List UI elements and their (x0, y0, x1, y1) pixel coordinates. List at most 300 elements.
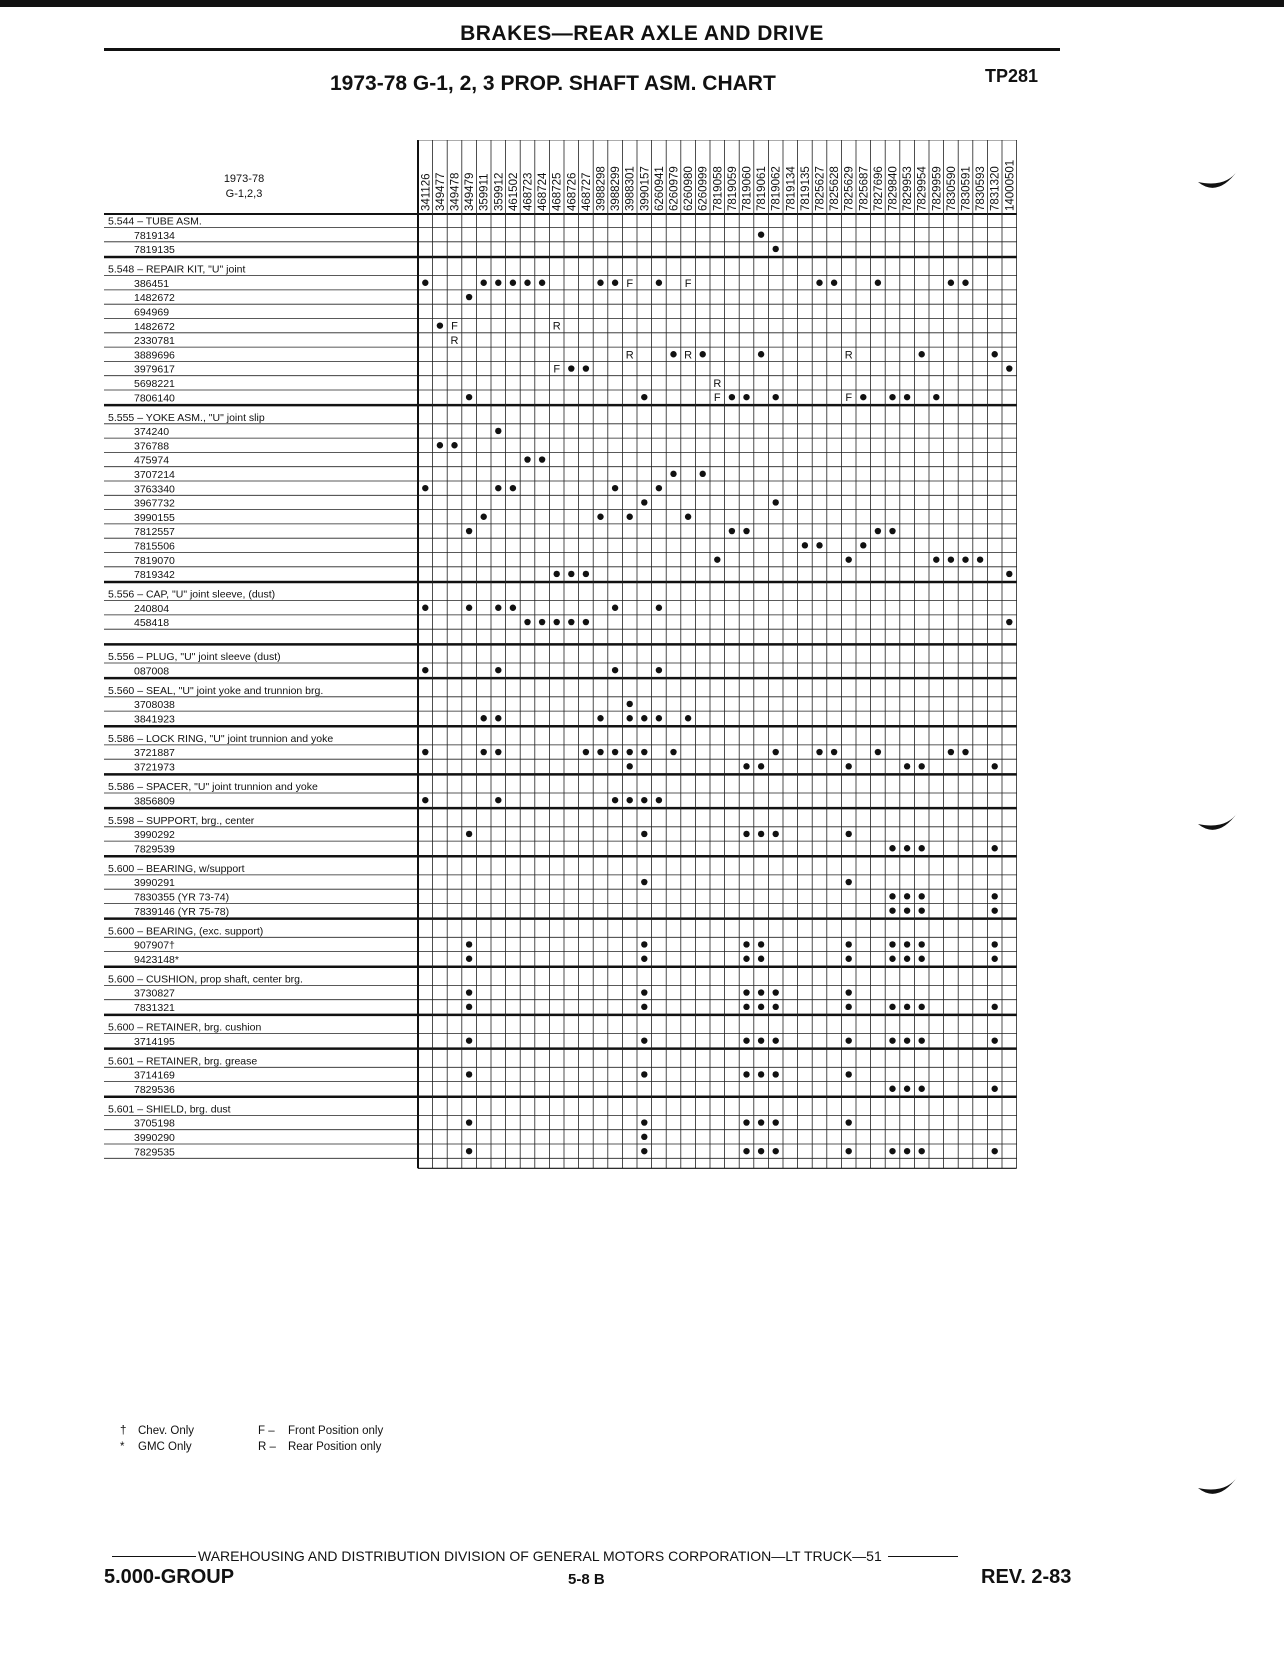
fitment-dot (846, 1037, 852, 1043)
footer-dash-right (888, 1556, 958, 1557)
corner-year-label: 1973-78 (223, 173, 265, 185)
fitment-dot (904, 1004, 910, 1010)
fitment-dot (495, 485, 501, 491)
position-code: F (713, 392, 721, 405)
fitment-dot (846, 941, 852, 947)
column-header: 7825687 (858, 166, 871, 211)
fitment-dot (919, 1037, 925, 1043)
fitment-dot (641, 749, 647, 755)
column-header: 359912 (493, 172, 506, 211)
section-header: 5.548 – REPAIR KIT, "U" joint (108, 263, 246, 276)
fitment-dot (656, 605, 662, 611)
column-header: 7819060 (741, 166, 754, 211)
part-number: 7831321 (134, 1002, 175, 1014)
fitment-dot (743, 989, 749, 995)
fitment-dot (773, 749, 779, 755)
fitment-dot (846, 879, 852, 885)
column-header: 468725 (551, 172, 564, 211)
fitment-dot (466, 528, 472, 534)
fitment-dot (437, 322, 443, 328)
fitment-dot (977, 556, 983, 562)
fitment-dot (495, 605, 501, 611)
fitment-dot (627, 797, 633, 803)
part-number: 475974 (134, 454, 170, 467)
fitment-dot (904, 763, 910, 769)
footer-revision: REV. 2-83 (981, 1566, 1072, 1588)
fitment-dot (831, 749, 837, 755)
fitment-dot (597, 514, 603, 520)
legend (120, 1423, 383, 1455)
fitment-dot (904, 941, 910, 947)
fitment-dot (495, 715, 501, 721)
fitment-dot (773, 246, 779, 252)
fitment-dot (992, 941, 998, 947)
section-header: 5.601 – SHIELD, brg. dust (108, 1103, 231, 1116)
fitment-dot (627, 763, 633, 769)
fitment-dot (729, 394, 735, 400)
part-number: 7830355 (YR 73-74) (134, 891, 230, 904)
column-header: 468724 (537, 172, 550, 211)
part-number: 9423148* (134, 953, 179, 966)
fitment-dot (729, 528, 735, 534)
fitment-dot (524, 619, 530, 625)
fitment-dot (641, 1119, 647, 1125)
fitment-dot (700, 471, 706, 477)
column-header: 7829953 (902, 166, 915, 211)
legend-gmc-symbol: * (120, 1441, 125, 1453)
fitment-dot (685, 514, 691, 520)
fitment-dot (422, 797, 428, 803)
fitment-dot (481, 715, 487, 721)
column-header: 7825629 (843, 166, 856, 211)
column-header: 6260999 (697, 166, 710, 211)
fitment-dot (641, 1037, 647, 1043)
fitment-dot (641, 989, 647, 995)
column-header: 6260979 (668, 166, 681, 211)
part-number: 386451 (134, 277, 170, 290)
fitment-dot (481, 280, 487, 286)
fitment-dot (641, 1148, 647, 1154)
fitment-dot (889, 893, 895, 899)
part-number: 3721887 (134, 747, 175, 760)
fitment-dot (758, 1071, 764, 1077)
fitment-dot (992, 1037, 998, 1043)
fitment-dot (1006, 571, 1012, 577)
column-header: 3988298 (595, 166, 608, 211)
part-number: 7829536 (134, 1083, 175, 1096)
fitment-dot (773, 1148, 779, 1154)
position-code: F (451, 320, 458, 333)
legend-chev-text: Chev. Only (138, 1425, 195, 1437)
fitment-dot (656, 667, 662, 673)
part-number: 3730827 (134, 987, 175, 1000)
fitment-dot (627, 715, 633, 721)
fitment-dot (466, 1071, 472, 1077)
fitment-dot (743, 956, 749, 962)
fitment-dot (904, 1148, 910, 1154)
fitment-dot (612, 749, 618, 755)
fitment-dot (846, 989, 852, 995)
fitment-dot (568, 365, 574, 371)
fitment-dot (466, 831, 472, 837)
legend-front-text: Front Position only (288, 1425, 384, 1437)
fitment-dot (656, 715, 662, 721)
legend-chev-symbol: † (120, 1425, 127, 1437)
legend-rear-text: Rear Position only (288, 1441, 382, 1453)
fitment-dot (875, 528, 881, 534)
position-code: R (625, 349, 634, 362)
part-number: 7839146 (YR 75-78) (134, 905, 230, 918)
fitment-dot (773, 1004, 779, 1010)
fitment-dot (904, 893, 910, 899)
section-header: 5.556 – CAP, "U" joint sleeve, (dust) (108, 588, 276, 601)
fitment-dot (422, 749, 428, 755)
fitment-dot (597, 280, 603, 286)
column-header: 7819134 (785, 166, 798, 211)
fitment-dot (889, 845, 895, 851)
fitment-dot (641, 499, 647, 505)
part-number: 3721973 (134, 761, 175, 774)
fitment-dot (597, 749, 603, 755)
fitment-dot (451, 442, 457, 448)
column-header: 7825628 (829, 166, 842, 211)
section-header: 5.601 – RETAINER, brg. grease (108, 1055, 258, 1068)
column-header: 7829959 (931, 166, 944, 211)
fitment-dot (889, 1004, 895, 1010)
position-code: F (553, 363, 561, 376)
fitment-dot (889, 528, 895, 534)
fitment-dot (597, 715, 603, 721)
column-header: 7829954 (916, 166, 929, 211)
part-number: 374240 (134, 426, 170, 439)
fitment-dot (743, 1148, 749, 1154)
fitment-dot (773, 394, 779, 400)
position-code: R (844, 349, 853, 362)
column-header: 3988299 (610, 166, 623, 211)
fitment-dot (743, 941, 749, 947)
section-header: 5.544 – TUBE ASM. (108, 215, 202, 228)
fitment-dot (495, 667, 501, 673)
fitment-dot (904, 1037, 910, 1043)
fitment-dot (889, 394, 895, 400)
top-border (0, 0, 1284, 7)
fitment-dot (481, 749, 487, 755)
fitment-dot (992, 845, 998, 851)
binder-clip-icon (1196, 1474, 1240, 1500)
part-number: 3979617 (134, 363, 175, 376)
column-header: 461502 (507, 172, 520, 211)
fitment-dot (758, 831, 764, 837)
fitment-dot (962, 556, 968, 562)
part-number: 3841923 (134, 713, 175, 726)
parts-chart-grid (104, 140, 1064, 1410)
fitment-dot (962, 280, 968, 286)
fitment-dot (860, 542, 866, 548)
fitment-dot (481, 514, 487, 520)
part-number: 7812557 (134, 526, 175, 539)
part-number: 3708038 (134, 699, 175, 712)
column-header: 7825627 (814, 166, 827, 211)
fitment-dot (904, 845, 910, 851)
footer-page-number: 5-8 B (568, 1571, 605, 1588)
part-number: 7829535 (134, 1146, 175, 1159)
fitment-dot (612, 280, 618, 286)
fitment-dot (466, 1037, 472, 1043)
fitment-dot (510, 605, 516, 611)
fitment-dot (670, 351, 676, 357)
part-number: 3705198 (134, 1117, 175, 1130)
fitment-dot (846, 1004, 852, 1010)
fitment-dot (422, 667, 428, 673)
fitment-dot (919, 763, 925, 769)
part-number: 7819342 (134, 569, 175, 582)
column-header: 7819061 (756, 166, 769, 211)
fitment-dot (466, 941, 472, 947)
column-header: 3988301 (624, 166, 637, 211)
fitment-dot (992, 1004, 998, 1010)
fitment-dot (992, 893, 998, 899)
fitment-dot (641, 394, 647, 400)
footer-dash-left (112, 1556, 196, 1557)
part-number: 3714169 (134, 1069, 175, 1082)
fitment-dot (889, 941, 895, 947)
fitment-dot (437, 442, 443, 448)
fitment-dot (933, 394, 939, 400)
fitment-dot (889, 907, 895, 913)
part-number: 3967732 (134, 497, 175, 510)
fitment-dot (948, 280, 954, 286)
fitment-dot (875, 749, 881, 755)
fitment-dot (510, 280, 516, 286)
fitment-dot (773, 1119, 779, 1125)
fitment-dot (962, 749, 968, 755)
fitment-dot (992, 1086, 998, 1092)
fitment-dot (743, 763, 749, 769)
fitment-dot (919, 351, 925, 357)
fitment-dot (554, 619, 560, 625)
column-header: 359911 (478, 173, 491, 211)
fitment-dot (670, 471, 676, 477)
part-number: 376788 (134, 440, 170, 453)
fitment-dot (539, 456, 545, 462)
fitment-dot (700, 351, 706, 357)
corner-series-label: G-1,2,3 (225, 188, 263, 200)
column-header: 349478 (449, 172, 462, 211)
fitment-dot (495, 797, 501, 803)
fitment-dot (802, 542, 808, 548)
column-header: 14000501 (1004, 159, 1017, 211)
fitment-dot (875, 280, 881, 286)
fitment-dot (539, 280, 545, 286)
fitment-dot (846, 831, 852, 837)
fitment-dot (919, 1086, 925, 1092)
fitment-dot (743, 394, 749, 400)
fitment-dot (816, 542, 822, 548)
fitment-dot (743, 1004, 749, 1010)
section-header: 5.586 – SPACER, "U" joint trunnion and yoke (108, 781, 318, 793)
section-header: 5.600 – BEARING, w/support (108, 862, 245, 875)
section-header: 5.560 – SEAL, "U" joint yoke and trunnion brg. (108, 684, 324, 697)
chart-title: 1973-78 G-1, 2, 3 PROP. SHAFT ASM. CHART (330, 72, 776, 95)
part-number: 3856809 (134, 795, 175, 808)
fitment-dot (656, 797, 662, 803)
fitment-dot (422, 485, 428, 491)
fitment-dot (641, 1004, 647, 1010)
column-header: 468723 (522, 172, 535, 211)
column-header: 6260980 (683, 166, 696, 211)
fitment-dot (758, 1148, 764, 1154)
fitment-dot (889, 1037, 895, 1043)
fitment-dot (714, 556, 720, 562)
fitment-dot (612, 797, 618, 803)
position-code: R (450, 334, 459, 347)
fitment-dot (773, 1037, 779, 1043)
part-number: 907907† (134, 939, 175, 952)
fitment-dot (919, 941, 925, 947)
column-header: 3990157 (639, 166, 652, 211)
fitment-dot (466, 1148, 472, 1154)
fitment-dot (641, 941, 647, 947)
column-header: 468727 (580, 172, 593, 211)
fitment-dot (641, 831, 647, 837)
fitment-dot (773, 1071, 779, 1077)
fitment-dot (656, 280, 662, 286)
fitment-dot (758, 1119, 764, 1125)
fitment-dot (758, 1037, 764, 1043)
fitment-dot (583, 571, 589, 577)
fitment-dot (524, 280, 530, 286)
binder-clip-icon (1196, 168, 1240, 194)
fitment-dot (627, 701, 633, 707)
fitment-dot (992, 351, 998, 357)
fitment-dot (422, 605, 428, 611)
fitment-dot (612, 605, 618, 611)
fitment-dot (904, 394, 910, 400)
fitment-dot (641, 956, 647, 962)
fitment-dot (860, 394, 866, 400)
fitment-dot (743, 1037, 749, 1043)
part-number: 7829539 (134, 843, 175, 856)
fitment-dot (583, 749, 589, 755)
fitment-dot (846, 763, 852, 769)
fitment-dot (758, 763, 764, 769)
fitment-dot (1006, 619, 1012, 625)
part-number: 240804 (134, 602, 170, 615)
part-number: 7819135 (134, 244, 175, 257)
footer-group: 5.000-GROUP (104, 1566, 235, 1588)
column-header: 7819058 (712, 166, 725, 211)
column-header: 7830591 (960, 166, 973, 211)
fitment-dot (758, 351, 764, 357)
fitment-dot (524, 456, 530, 462)
fitment-dot (568, 619, 574, 625)
fitment-dot (758, 231, 764, 237)
fitment-dot (495, 749, 501, 755)
section-header: 5.600 – BEARING, (exc. support) (108, 925, 264, 938)
part-number: 1482672 (134, 320, 175, 333)
part-number: 3990155 (134, 511, 175, 524)
section-title: BRAKES—REAR AXLE AND DRIVE (460, 22, 824, 45)
column-header: 349477 (434, 172, 447, 211)
fitment-dot (992, 1148, 998, 1154)
fitment-dot (773, 831, 779, 837)
column-header: 6260941 (653, 166, 666, 211)
legend-front-symbol: F – (258, 1425, 275, 1437)
fitment-dot (889, 1086, 895, 1092)
fitment-dot (656, 485, 662, 491)
fitment-dot (992, 763, 998, 769)
fitment-dot (466, 394, 472, 400)
fitment-dot (919, 907, 925, 913)
fitment-dot (948, 556, 954, 562)
position-code: R (684, 349, 693, 362)
fitment-dot (743, 1071, 749, 1077)
section-header: 5.556 – PLUG, "U" joint sleeve (dust) (108, 651, 281, 663)
page-code: TP281 (985, 66, 1039, 86)
parts-chart (104, 140, 1064, 1410)
fitment-dot (816, 280, 822, 286)
fitment-dot (641, 797, 647, 803)
position-code: F (845, 392, 853, 405)
fitment-dot (846, 1148, 852, 1154)
fitment-dot (816, 749, 822, 755)
fitment-dot (627, 749, 633, 755)
fitment-dot (627, 514, 633, 520)
position-code: F (684, 277, 692, 290)
fitment-dot (992, 956, 998, 962)
fitment-dot (641, 1071, 647, 1077)
column-header: 7829840 (887, 166, 900, 211)
fitment-dot (422, 280, 428, 286)
column-header: 468726 (566, 172, 579, 211)
fitment-dot (773, 989, 779, 995)
fitment-dot (466, 1119, 472, 1125)
fitment-dot (554, 571, 560, 577)
fitment-dot (919, 893, 925, 899)
fitment-dot (846, 556, 852, 562)
footer-organization-text: WAREHOUSING AND DISTRIBUTION DIVISION OF GENERAL MOTORS CORPORATION—LT TRUCK—51 (198, 1548, 882, 1564)
fitment-dot (846, 956, 852, 962)
column-header: 341126 (420, 173, 433, 211)
title-rule (104, 48, 1060, 51)
fitment-dot (495, 280, 501, 286)
fitment-dot (846, 1071, 852, 1077)
position-code: F (626, 277, 634, 290)
fitment-dot (612, 667, 618, 673)
fitment-dot (510, 485, 516, 491)
position-code: R (713, 377, 722, 390)
fitment-dot (919, 845, 925, 851)
part-number: 5698221 (134, 378, 175, 390)
fitment-dot (685, 715, 691, 721)
fitment-dot (743, 831, 749, 837)
column-header: 7819135 (799, 166, 812, 211)
section-header: 5.600 – RETAINER, brg. cushion (108, 1021, 262, 1034)
part-number: 3990290 (134, 1132, 175, 1144)
section-header: 5.586 – LOCK RING, "U" joint trunnion and yoke (108, 732, 334, 745)
part-number: 7815506 (134, 540, 175, 553)
fitment-dot (919, 1148, 925, 1154)
fitment-dot (919, 956, 925, 962)
fitment-dot (583, 619, 589, 625)
fitment-dot (831, 280, 837, 286)
column-header: 7831320 (989, 166, 1002, 211)
part-number: 3707214 (134, 469, 175, 481)
fitment-dot (758, 989, 764, 995)
position-code: R (552, 320, 561, 333)
fitment-dot (758, 1004, 764, 1010)
column-header: 7830590 (945, 166, 958, 211)
